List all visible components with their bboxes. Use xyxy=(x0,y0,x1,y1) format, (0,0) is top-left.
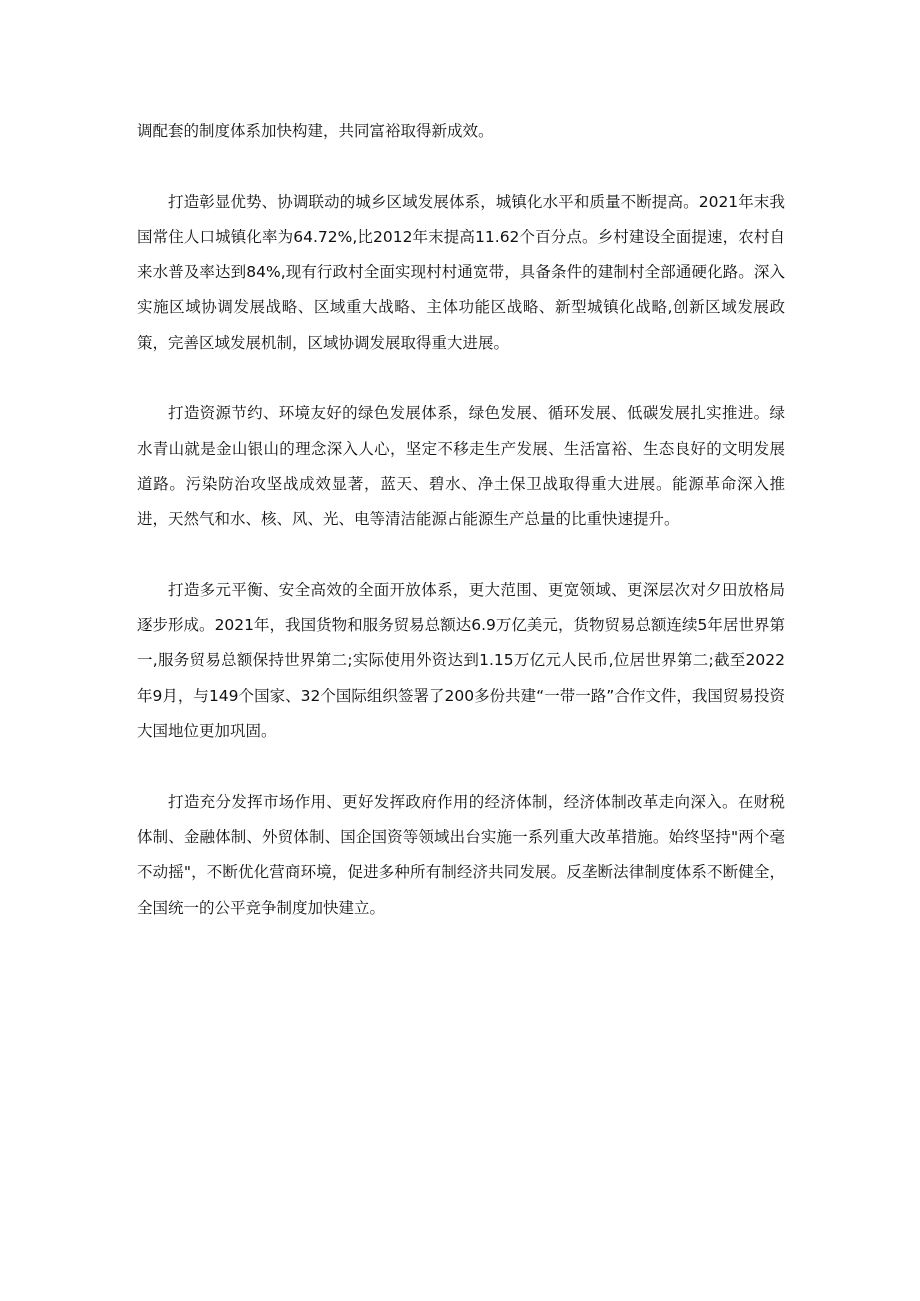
paragraph-gap xyxy=(137,749,785,784)
paragraph-opening-up: 打造多元平衡、安全高效的全面开放体系，更大范围、更宽领域、更深层次对夕田放格局逐步形成。2021年，我国货物和服务贸易总额达6.9万亿美元，货物贸易总额连续5年居世界第一,服务贸易总额保持世界第二;实际使用外资达到1.15万亿元人民币,位居世界第二;截至2022年9月，与149个国家、32个国际组织签署了200多份共建“一带一路”合作文件，我国贸易投资大国地位更加巩固。 xyxy=(137,580,785,741)
paragraph-economic-system: 打造充分发挥市场作用、更好发挥政府作用的经济体制，经济体制改革走向深入。在财税体制、金融体制、外贸体制、国企国资等领域出台实施一系列重大改革措施。始终坚持"两个毫不动摇"，不断优化营商环境，促进多种所有制经济共同发展。反垄断法律制度体系不断健全，全国统一的公平竞争制度加快建立。 xyxy=(137,792,785,917)
document-body xyxy=(137,114,785,926)
paragraph-continuation: 调配套的制度体系加快构建，共同富裕取得新成效。 xyxy=(137,122,494,140)
paragraph-gap xyxy=(137,538,785,573)
paragraph-gap xyxy=(137,361,785,396)
paragraph-urban-rural: 打造彰显优势、协调联动的城乡区域发展体系，城镇化水平和质量不断提高。2021年末我国常住人口城镇化率为64.72%,比2012年末提高11.62个百分点。乡村建设全面提速，农村自来水普及率达到84%,现有行政村全面实现村村通宽带，具备条件的建制村全部通硬化路。深入实施区域协调发展战略、区域重大战略、主体功能区战略、新型城镇化战略,创新区域发展政策，完善区域发展机制，区域协调发展取得重大进展。 xyxy=(137,192,785,352)
paragraph-green-development: 打造资源节约、环境友好的绿色发展体系，绿色发展、循环发展、低碳发展扎实推进。绿水青山就是金山银山的理念深入人心，坚定不移走生产发展、生活富裕、生态良好的文明发展道路。污染防治攻坚战成效显著，蓝天、碧水、净土保卫战取得重大进展。能源革命深入推进，天然气和水、核、风、光、电等清洁能源占能源生产总量的比重快速提升。 xyxy=(137,404,785,529)
paragraph-gap xyxy=(137,149,785,184)
